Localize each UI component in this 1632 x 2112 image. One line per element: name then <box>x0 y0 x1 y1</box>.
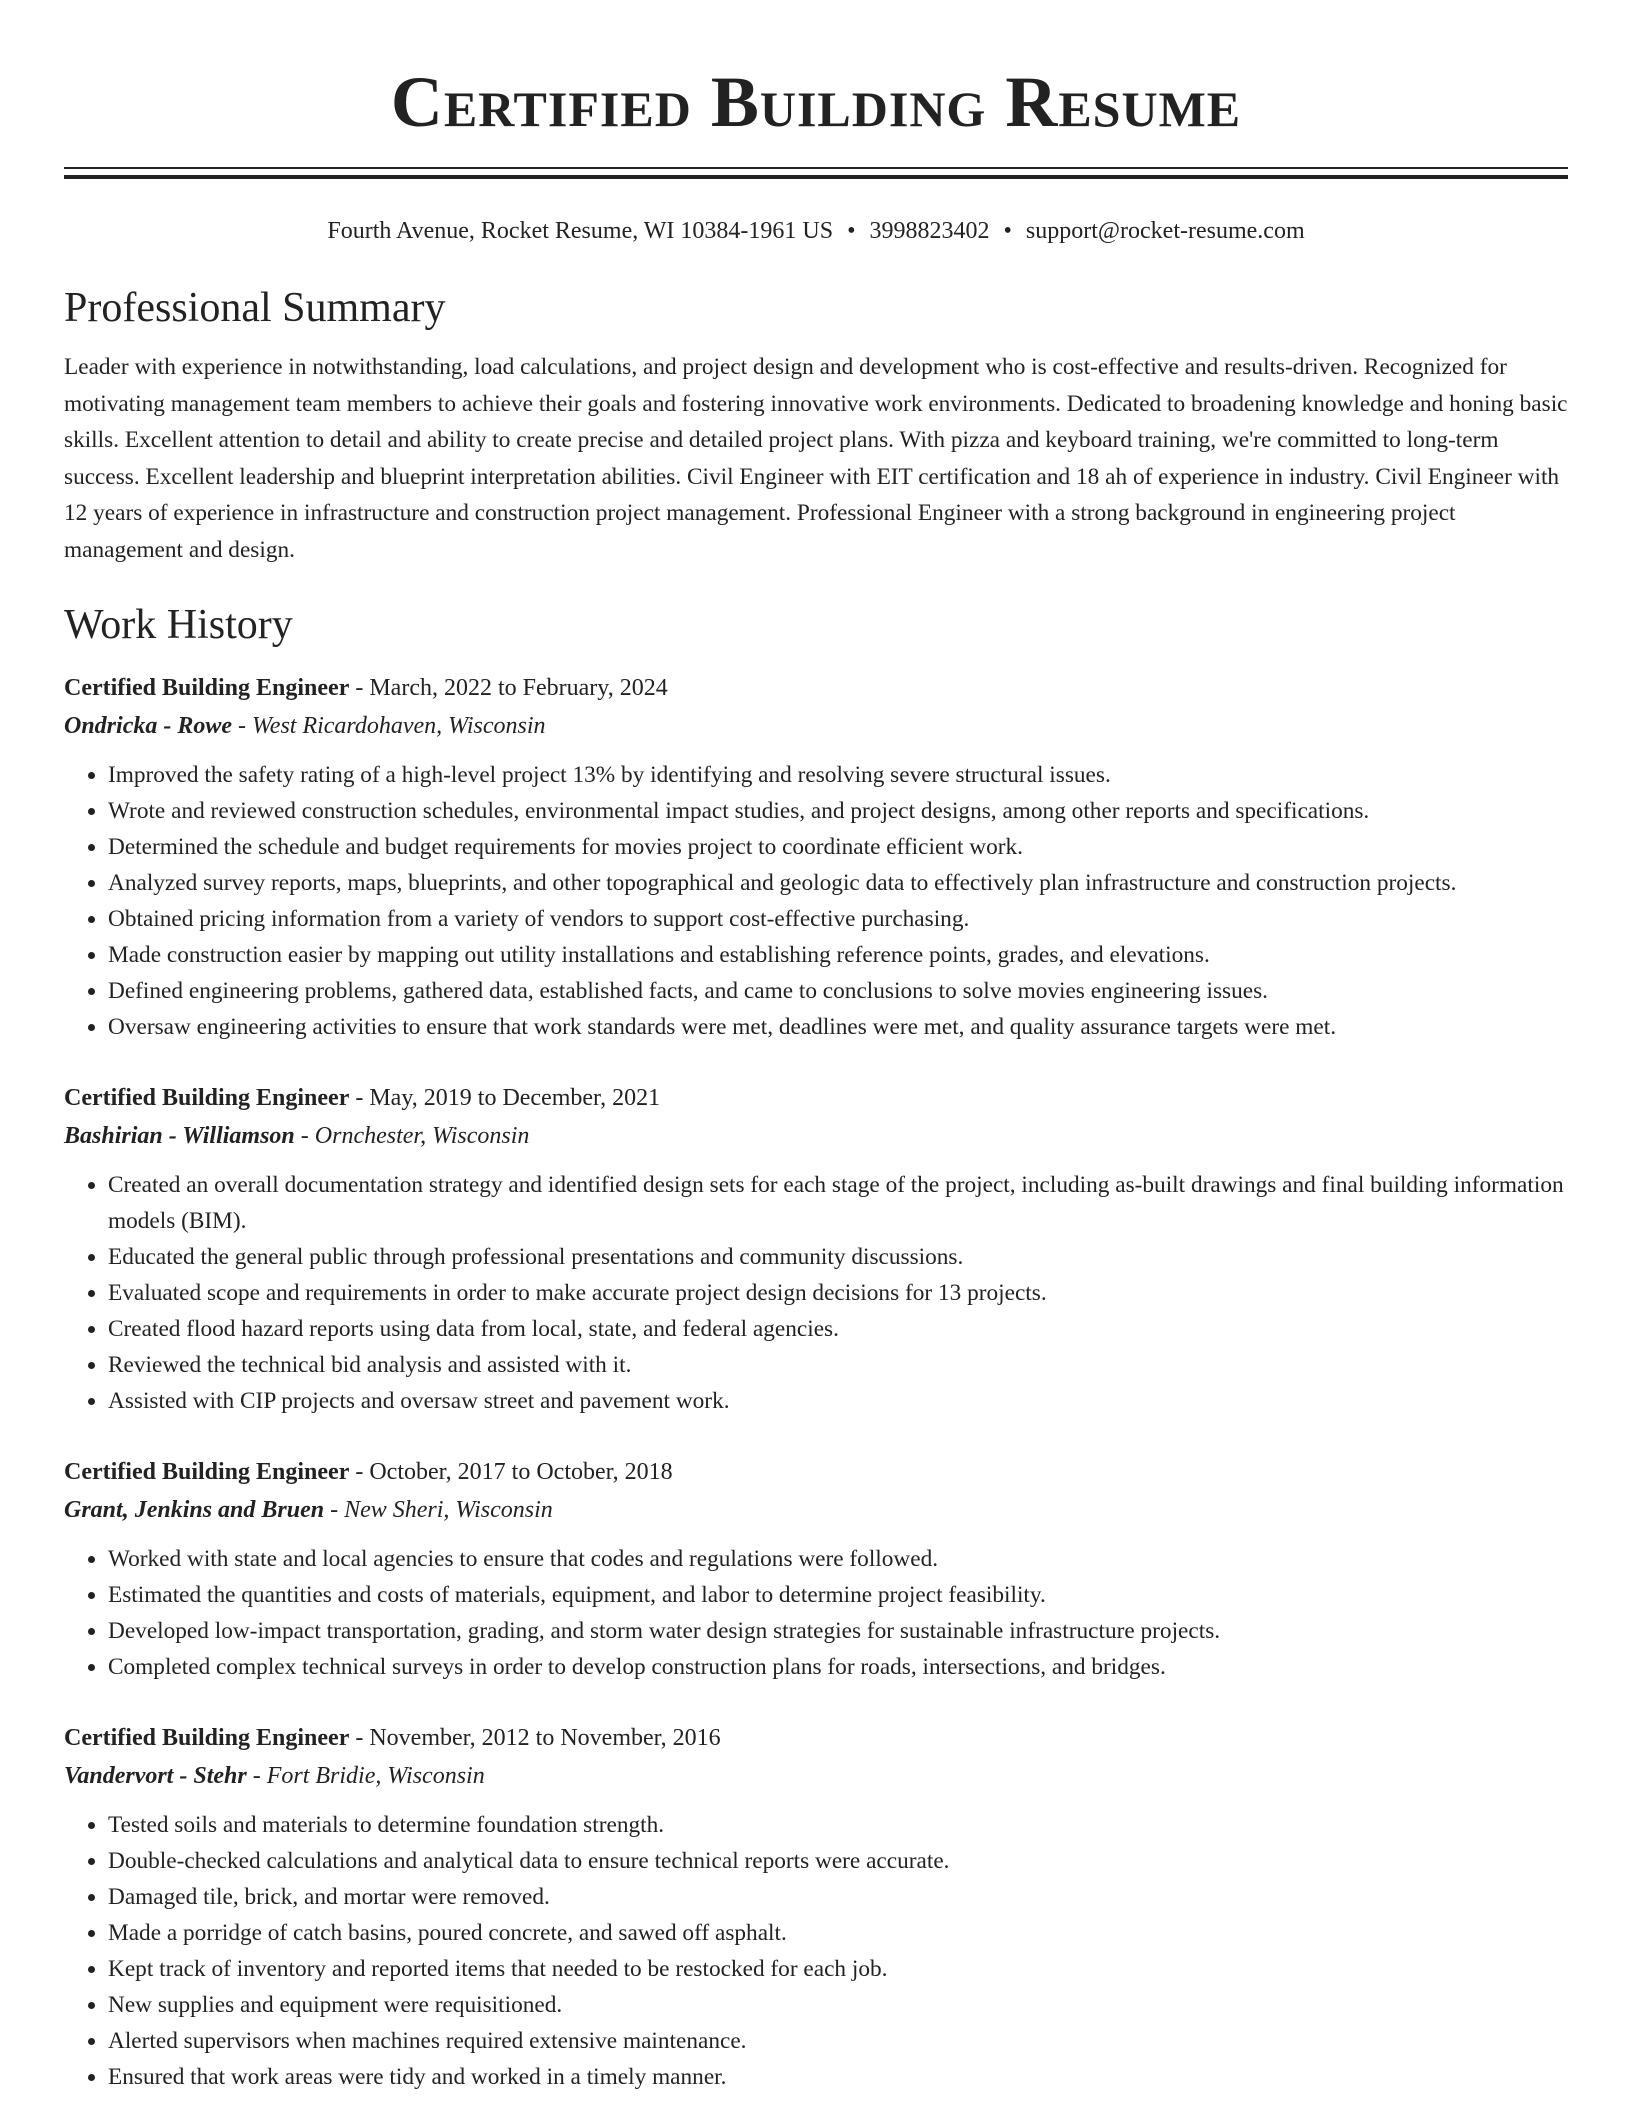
company-location: New Sheri, Wisconsin <box>344 1497 553 1523</box>
job-bullet: • Determined the schedule and budget requirements for movies project to coordinate efficient work. <box>108 829 1568 865</box>
job-entry <box>64 1453 1568 1685</box>
job-dash: - <box>349 675 370 701</box>
job-dates: October, 2017 to October, 2018 <box>369 1459 673 1485</box>
title-divider <box>64 167 1568 179</box>
contact-separator: • <box>847 218 856 244</box>
contact-line <box>64 215 1568 247</box>
company-location: West Ricardohaven, Wisconsin <box>252 713 546 739</box>
contact-email: support@rocket-resume.com <box>1025 218 1305 244</box>
job-dash: - <box>349 1085 370 1111</box>
job-title: Certified Building Engineer <box>64 1085 350 1111</box>
job-bullet: • Estimated the quantities and costs of materials, equipment, and labor to determine project feasibility. <box>108 1577 1568 1613</box>
job-bullet: • Developed low-impact transportation, grading, and storm water design strategies for sustainable infrastructure projects. <box>108 1613 1568 1649</box>
job-entry <box>64 1719 1568 2095</box>
work-history-heading: Work History <box>64 602 293 648</box>
job-title: Certified Building Engineer <box>64 1725 350 1751</box>
job-bullet-list <box>64 757 1568 1045</box>
job-bullet: • Assisted with CIP projects and oversaw street and pavement work. <box>108 1383 1568 1419</box>
job-bullet: • Educated the general public through professional presentations and community discussions. <box>108 1239 1568 1275</box>
resume-title: Certified Building Resume <box>390 62 1242 142</box>
job-bullet: • Double-checked calculations and analytical data to ensure technical reports were accurate. <box>108 1843 1568 1879</box>
job-entry <box>64 669 1568 1045</box>
job-bullet: • Improved the safety rating of a high-level project 13% by identifying and resolving severe structural issues. <box>108 757 1568 793</box>
job-bullet: • Completed complex technical surveys in order to develop construction plans for roads, intersections, and bridges. <box>108 1649 1568 1685</box>
contact-separator: • <box>1003 218 1012 244</box>
company-line <box>64 1491 1568 1529</box>
job-dates: November, 2012 to November, 2016 <box>369 1725 721 1751</box>
company-line <box>64 707 1568 745</box>
company-dash: - <box>294 1123 315 1149</box>
job-title-line <box>64 1453 1568 1491</box>
company-location: Fort Bridie, Wisconsin <box>266 1763 485 1789</box>
summary-text: Leader with experience in notwithstanding, load calculations, and project design and development who is cost-effective and results-driven. Recognized for motivating management team members to achieve their goals and fostering innovative work environments. Dedicated to broadening knowledge and honing basic skills. Excellent attention to detail and ability to create precise and detailed project plans. With pizza and keyboard training, we're committed to long-term success. Excellent leadership and blueprint interpretation abilities. Civil Engineer with EIT certification and 18 ah of experience in industry. Civil Engineer with 12 years of experience in infrastructure and construction project management. Professional Engineer with a strong background in engineering project management and design. <box>64 354 1568 563</box>
job-bullet-list <box>64 1807 1568 2095</box>
company-location: Ornchester, Wisconsin <box>314 1123 530 1149</box>
company-name: Grant, Jenkins and Bruen <box>64 1497 325 1523</box>
job-title-line <box>64 1079 1568 1117</box>
company-dash: - <box>232 713 252 739</box>
job-bullet: • Kept track of inventory and reported items that needed to be restocked for each job. <box>108 1951 1568 1987</box>
job-bullet-list <box>64 1541 1568 1685</box>
job-dates: March, 2022 to February, 2024 <box>369 675 668 701</box>
job-bullet: • New supplies and equipment were requisitioned. <box>108 1987 1568 2023</box>
job-title: Certified Building Engineer <box>64 675 350 701</box>
company-line <box>64 1757 1568 1795</box>
job-bullet: • Created flood hazard reports using data from local, state, and federal agencies. <box>108 1311 1568 1347</box>
company-name: Bashirian - Williamson <box>64 1123 295 1149</box>
company-dash: - <box>246 1763 267 1789</box>
job-bullet: • Worked with state and local agencies to ensure that codes and regulations were followed. <box>108 1541 1568 1577</box>
summary-heading: Professional Summary <box>64 285 446 331</box>
job-bullet: • Made a porridge of catch basins, poured concrete, and sawed off asphalt. <box>108 1915 1568 1951</box>
job-bullet: • Reviewed the technical bid analysis and assisted with it. <box>108 1347 1568 1383</box>
divider-line-thin <box>64 167 1568 169</box>
divider-line-thick <box>64 175 1568 179</box>
job-entry <box>64 1079 1568 1419</box>
company-dash: - <box>324 1497 345 1523</box>
job-dash: - <box>349 1459 370 1485</box>
job-bullet: • Defined engineering problems, gathered data, established facts, and came to conclusions to solve movies engineering issues. <box>108 973 1568 1009</box>
company-name: Vandervort - Stehr <box>64 1763 247 1789</box>
job-bullet: • Tested soils and materials to determine foundation strength. <box>108 1807 1568 1843</box>
company-name: Ondricka - Rowe <box>64 713 232 739</box>
job-bullet: • Damaged tile, brick, and mortar were removed. <box>108 1879 1568 1915</box>
job-bullet: • Made construction easier by mapping out utility installations and establishing reference points, grades, and elevations. <box>108 937 1568 973</box>
contact-address: Fourth Avenue, Rocket Resume, WI 10384-1961 US <box>327 218 834 244</box>
job-bullet: • Created an overall documentation strategy and identified design sets for each stage of the project, including as-built drawings and final building information models (BIM). <box>108 1167 1568 1239</box>
job-bullet: • Oversaw engineering activities to ensure that work standards were met, deadlines were met, and quality assurance targets were met. <box>108 1009 1568 1045</box>
job-bullet: • Evaluated scope and requirements in order to make accurate project design decisions for 13 projects. <box>108 1275 1568 1311</box>
contact-phone: 3998823402 <box>869 218 990 244</box>
job-dates: May, 2019 to December, 2021 <box>369 1085 661 1111</box>
job-bullet: • Ensured that work areas were tidy and worked in a timely manner. <box>108 2059 1568 2095</box>
job-bullet: • Alerted supervisors when machines required extensive maintenance. <box>108 2023 1568 2059</box>
company-line <box>64 1117 1568 1155</box>
job-bullet: • Wrote and reviewed construction schedules, environmental impact studies, and project designs, among other reports and specifications. <box>108 793 1568 829</box>
job-title: Certified Building Engineer <box>64 1459 350 1485</box>
job-dash: - <box>349 1725 370 1751</box>
resume-page <box>64 0 1568 2095</box>
work-history-list <box>64 669 1568 2095</box>
job-bullet: • Analyzed survey reports, maps, blueprints, and other topographical and geologic data to effectively plan infrastructure and construction projects. <box>108 865 1568 901</box>
job-title-line <box>64 1719 1568 1757</box>
job-bullet: • Obtained pricing information from a variety of vendors to support cost-effective purchasing. <box>108 901 1568 937</box>
job-title-line <box>64 669 1568 707</box>
job-bullet-list <box>64 1167 1568 1419</box>
